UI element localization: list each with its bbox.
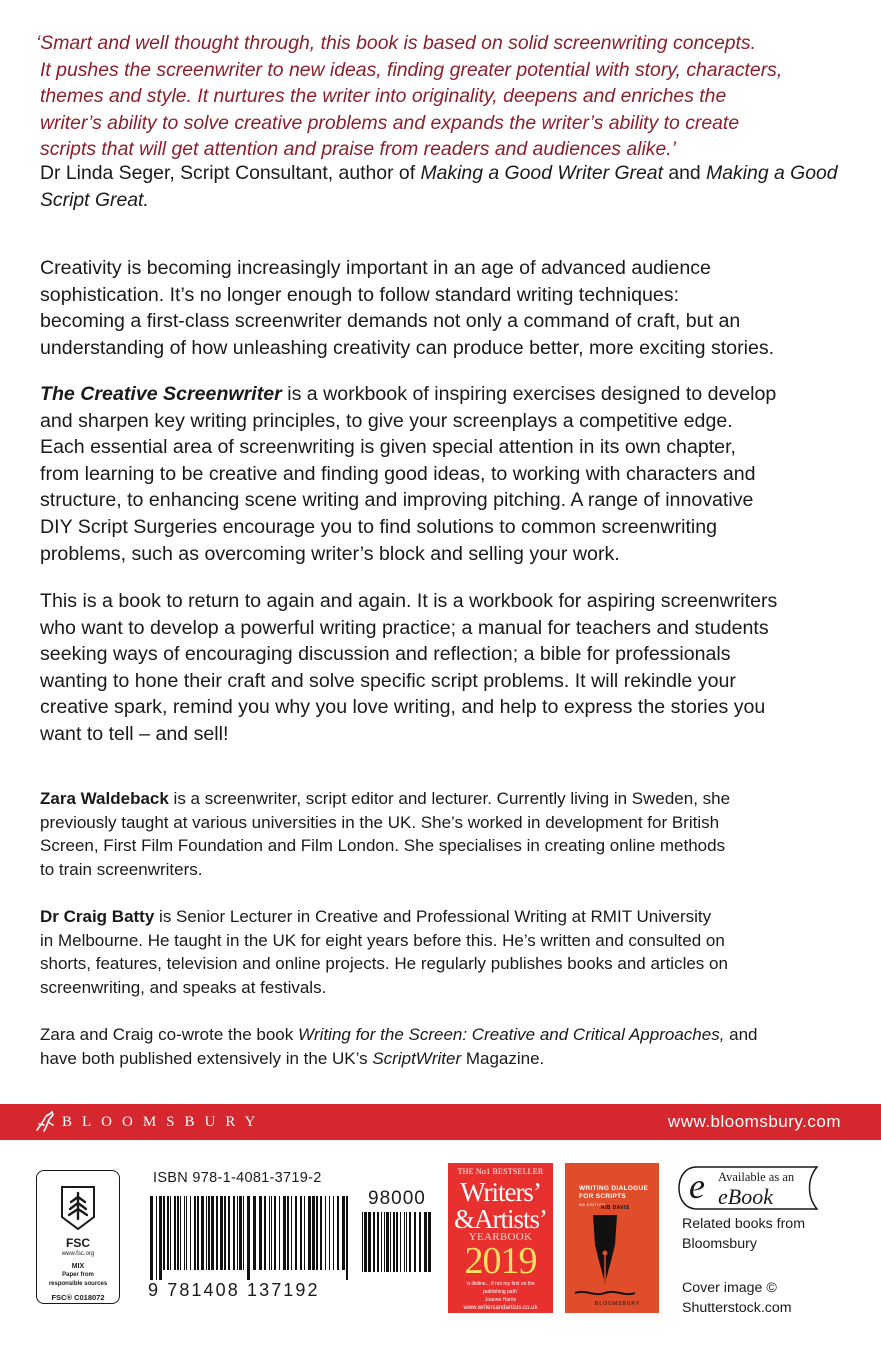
text-line: Related books from — [682, 1216, 806, 1232]
fsc-tree-icon — [56, 1181, 100, 1231]
text-line: This is a book to return to again and again. It is a workbook for aspiring screenwriters — [40, 590, 778, 612]
coauthors-note — [40, 1023, 840, 1070]
fsc-website: www.fsc.org — [61, 1251, 95, 1257]
attribution-text: Dr Linda Seger, Script Consultant, author of — [40, 162, 421, 184]
quote-attribution — [40, 160, 850, 213]
barcode-bar — [283, 1196, 286, 1270]
text-line: Each essential area of screenwriting is given special attention in its own chapter, — [40, 436, 736, 459]
barcode-bar — [243, 1196, 244, 1270]
barcode-bar — [384, 1212, 385, 1272]
barcode-bar — [364, 1212, 367, 1272]
text-line — [40, 381, 870, 408]
magazine-title: ScriptWriter — [372, 1048, 462, 1068]
text-fragment: and — [724, 1025, 758, 1044]
barcode-bar — [194, 1196, 196, 1270]
text-line: sophistication. It’s no longer enough to follow standard writing techniques: — [40, 283, 680, 306]
quote-line: ‘Smart and well thought through, this book is based on solid screenwriting concepts. — [36, 32, 757, 54]
barcode-bar — [167, 1196, 169, 1270]
text-fragment: Zara and Craig co-wrote the book — [40, 1025, 298, 1044]
fsc-mix: MIX — [71, 1263, 85, 1270]
book-author: RIB DAVIS — [601, 1205, 630, 1211]
bloomsbury-dog-logo-icon — [34, 1110, 56, 1134]
barcode-bar — [312, 1196, 315, 1270]
barcode-bar — [381, 1212, 382, 1272]
book-subtitle: YEARBOOK — [468, 1231, 533, 1243]
text-line: understanding of how unleashing creativity can produce better, more exciting stories. — [40, 336, 775, 359]
barcode-bar — [259, 1196, 262, 1270]
text-fragment: is Senior Lecturer in Creative and Professional Writing at RMIT University — [154, 907, 712, 926]
text-line: DIY Script Surgeries encourage you to find solutions to common screenwriting — [40, 515, 718, 538]
barcode-bar — [404, 1212, 405, 1272]
blurb-paragraph-2 — [40, 381, 870, 567]
price-code: 98000 — [368, 1188, 426, 1209]
barcode-bar — [177, 1196, 179, 1270]
barcode-bar — [269, 1196, 270, 1270]
text-line: Cover image © — [682, 1280, 777, 1296]
text-line: screenwriting, and speaks at festivals. — [40, 977, 327, 997]
barcode-bar — [291, 1196, 292, 1270]
barcode-bar — [377, 1212, 379, 1272]
fsc-name: FSC — [66, 1236, 90, 1250]
barcode-bar — [211, 1196, 214, 1270]
barcode-bar — [184, 1196, 185, 1270]
barcode-bar — [224, 1196, 226, 1270]
barcode-bar — [253, 1196, 256, 1270]
author-bio-craig — [40, 905, 840, 999]
book-publisher: BLOOMSBURY — [595, 1301, 641, 1307]
attribution-book-title: Making a Good Writer Great — [420, 162, 663, 184]
book-title-line: Writers’ — [460, 1177, 541, 1207]
barcode-bar — [320, 1196, 322, 1270]
barcode-bar — [308, 1196, 311, 1270]
fsc-paper-text: Paper from — [62, 1272, 94, 1278]
book-title-line: FOR SCRIPTS — [579, 1193, 626, 1200]
barcode-bar — [393, 1212, 395, 1272]
barcode-bar — [170, 1196, 171, 1270]
text-line: want to tell – and sell! — [40, 722, 229, 745]
text-line: Bloomsbury — [682, 1236, 757, 1252]
barcode-bar — [247, 1196, 250, 1280]
book-quote-author: Joanne Harris — [484, 1297, 517, 1303]
text-line: to train screenwriters. — [40, 859, 203, 879]
book-title: The Creative Screenwriter — [40, 383, 282, 405]
barcode-bar — [337, 1196, 339, 1270]
attribution-conjunction: and — [662, 162, 707, 184]
book-title: Writing for the Screen: Creative and Critical Approaches, — [297, 1025, 725, 1044]
barcode-bar — [233, 1196, 235, 1270]
book-year: 2019 — [464, 1240, 537, 1282]
fsc-code: FSC® C018072 — [51, 1293, 105, 1302]
barcode-bar — [201, 1196, 204, 1270]
barcode-bar — [279, 1196, 280, 1270]
publisher-brand: BLOOMSBURY — [62, 1114, 266, 1130]
text-line: Creativity is becoming increasingly important in an age of advanced audience — [40, 257, 711, 279]
quote-line: writer’s ability to solve creative problems and expands the writer’s ability to create — [40, 111, 740, 134]
text-line: seeking ways of encouraging discussion and reflection; a bible for professionals — [40, 643, 731, 666]
isbn-text: ISBN 978-1-4081-3719-2 — [153, 1170, 322, 1186]
book-edition: 4th EDITION — [579, 1202, 606, 1207]
quote-line: scripts that will get attention and praise from readers and audiences alike.’ — [40, 138, 676, 160]
ebook-name: eBook — [718, 1184, 773, 1209]
barcode-bar — [220, 1196, 223, 1270]
text-line — [40, 1023, 840, 1047]
barcode-bar — [287, 1196, 289, 1270]
text-line: problems, such as overcoming writer’s block and selling your work. — [40, 542, 620, 565]
barcode-bar — [333, 1196, 334, 1270]
barcode-bar — [419, 1212, 421, 1272]
barcode-bar — [228, 1196, 230, 1270]
blurb-paragraph-3 — [40, 588, 870, 748]
barcode-bar — [325, 1196, 326, 1270]
barcode-bar — [390, 1212, 391, 1272]
barcode-bar — [295, 1196, 297, 1270]
barcode-bar — [362, 1212, 363, 1272]
barcode-bar — [174, 1196, 176, 1270]
book-quote: publishing path’ — [483, 1289, 518, 1295]
barcode-bar — [316, 1196, 318, 1270]
author-name: Zara Waldeback — [40, 789, 169, 808]
text-line: and sharpen key writing principles, to give your screenplays a competitive edge. — [40, 409, 733, 432]
barcode-bar — [237, 1196, 238, 1270]
text-line — [40, 787, 840, 811]
book-url: www.writersandartists.co.uk — [463, 1305, 538, 1311]
barcode-bar — [304, 1196, 305, 1270]
related-books-text — [682, 1214, 842, 1254]
ebook-e-letter: e — [689, 1166, 705, 1206]
barcode-bar — [414, 1212, 416, 1272]
text-line: from learning to be creative and finding good ideas, to working with characters and — [40, 462, 756, 485]
quote-line: It pushes the screenwriter to new ideas, finding greater potential with story, characters, — [40, 58, 783, 81]
barcode-bar — [342, 1196, 345, 1270]
barcode-bar — [239, 1196, 242, 1270]
ebook-available-text: Available as an — [718, 1170, 795, 1184]
text-line: in Melbourne. He taught in the UK for eight years before this. He’s written and consulted on — [40, 930, 725, 950]
barcode-bar — [159, 1196, 162, 1280]
barcode-bar — [300, 1196, 302, 1270]
text-line: wanting to hone their craft and solve specific script problems. It will rekindle your — [40, 669, 736, 692]
barcode-bar — [271, 1196, 272, 1270]
barcode-bar — [163, 1196, 165, 1270]
barcode-bar — [197, 1196, 199, 1270]
text-line: shorts, features, television and online projects. He regularly publishes books and articles on — [40, 954, 728, 974]
barcode-bar — [216, 1196, 218, 1270]
text-fragment: Magazine. — [461, 1048, 545, 1068]
ebook-badge — [677, 1165, 823, 1211]
blurb-paragraph-1 — [40, 255, 870, 361]
price-barcode — [360, 1212, 432, 1282]
barcode-bar — [396, 1212, 398, 1272]
text-line: Screen, First Film Foundation and Film London. She specialises in creating online methods — [40, 836, 726, 856]
book-title-line: &Artists’ — [453, 1204, 547, 1234]
attribution-book-title: Making a Good Script Great. — [40, 162, 838, 211]
fsc-paper-text: responsible sources — [48, 1281, 108, 1287]
fsc-label — [36, 1170, 120, 1304]
text-line: creative spark, remind you why you love writing, and help to express the stories you — [40, 696, 766, 719]
fountain-pen-icon — [575, 1215, 635, 1299]
barcode-bar — [424, 1212, 427, 1272]
text-line — [40, 905, 840, 929]
barcode-bar — [274, 1196, 276, 1270]
text-line: becoming a first-class screenwriter demands not only a command of craft, but an — [40, 310, 741, 333]
barcode-number: 9 781408 137192 — [148, 1280, 320, 1300]
barcode-bar — [409, 1212, 411, 1272]
barcode-bar — [156, 1196, 157, 1280]
author-bio-zara — [40, 787, 840, 881]
text-line: Shutterstock.com — [682, 1300, 792, 1316]
related-book-dialogue[interactable] — [565, 1163, 659, 1313]
text-line: who want to develop a powerful writing practice; a manual for teachers and students — [40, 616, 769, 639]
barcode-bar — [150, 1196, 153, 1280]
text-fragment: have both published extensively in the UK’s — [40, 1048, 373, 1068]
barcode-bar — [186, 1196, 187, 1270]
barcode-bar — [400, 1212, 401, 1272]
text-line: previously taught at various universities in the UK. She’s worked in development for British — [40, 812, 720, 832]
text-line: structure, to enhancing scene writing and improving pitching. A range of innovative — [40, 489, 754, 512]
barcode-bar — [190, 1196, 191, 1270]
barcode-bar — [368, 1212, 371, 1272]
text-line — [40, 1047, 840, 1071]
author-name: Dr Craig Batty — [40, 907, 155, 926]
text-fragment: is a workbook of inspiring exercises designed to develop — [281, 383, 777, 405]
cover-credit — [682, 1278, 842, 1318]
publisher-url[interactable]: www.bloomsbury.com — [667, 1112, 841, 1131]
barcode-bar — [180, 1196, 181, 1270]
book-title-line: WRITING DIALOGUE — [579, 1185, 649, 1192]
book-quote: ‘a lifeline... if not my first on the — [466, 1281, 535, 1287]
barcode-bar — [386, 1212, 389, 1272]
barcode-bar — [264, 1196, 266, 1270]
isbn-barcode — [148, 1196, 350, 1280]
barcode-bar — [346, 1196, 348, 1280]
book-tagline: THE No1 BESTSELLER — [457, 1167, 544, 1176]
barcode-bar — [329, 1196, 330, 1270]
endorsement-quote — [36, 30, 856, 163]
barcode-bar — [373, 1212, 375, 1272]
barcode-bar — [206, 1196, 207, 1270]
barcode-bar — [208, 1196, 210, 1270]
related-book-yearbook[interactable] — [448, 1163, 553, 1313]
quote-line: themes and style. It nurtures the writer into originality, deepens and enriches the — [40, 85, 727, 107]
barcode-bar — [428, 1212, 431, 1272]
barcode-bar — [406, 1212, 407, 1272]
text-fragment: is a screenwriter, script editor and lecturer. Currently living in Sweden, she — [168, 789, 731, 808]
